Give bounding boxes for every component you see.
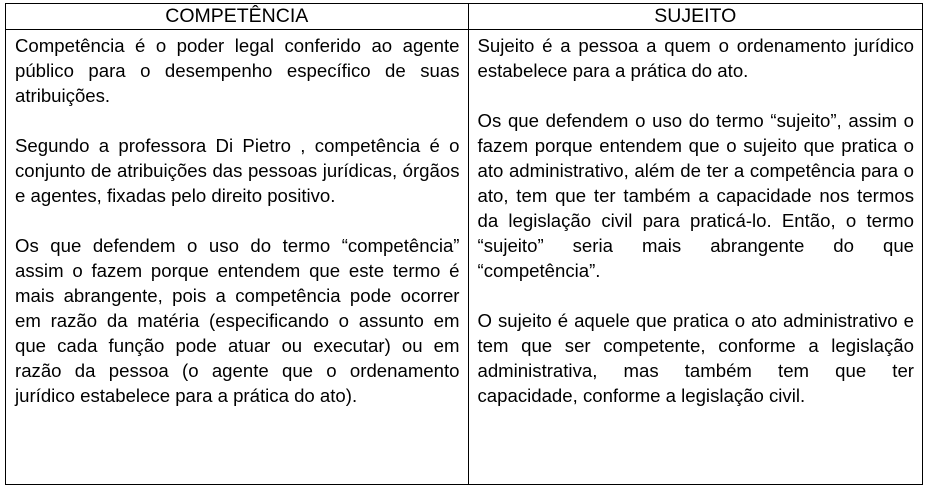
header-sujeito: SUJEITO <box>468 4 923 30</box>
sujeito-paragraph-1: Sujeito é a pessoa a quem o ordenamento jurídico estabelece para a prática do ato. <box>477 35 914 81</box>
sujeito-paragraph-3: O sujeito é aquele que pratica o ato administrativo e tem que ser competente, conforme a legislação administrativa, mas também tem que ter capacidade, conforme a legislação civil. <box>477 310 914 406</box>
content-row <box>6 30 923 485</box>
competencia-cell <box>6 30 469 485</box>
header-competencia: COMPETÊNCIA <box>6 4 469 30</box>
sujeito-paragraph-2: Os que defendem o uso do termo “sujeito”, assim o fazem porque entendem que o sujeito que pratica o ato administrativo, além de ter a competência para o ato, tem que ter também a capacidade nos termos da legislação civil para praticá-lo. Então, o termo “sujeito” seria mais abrangente do que “competência”. <box>477 110 914 281</box>
sujeito-cell <box>468 30 923 485</box>
competencia-paragraph-1: Competência é o poder legal conferido ao agente público para o desempenho específico de suas atribuições. <box>15 35 460 106</box>
comparison-table <box>5 3 923 485</box>
header-row <box>6 4 923 30</box>
competencia-paragraph-2: Segundo a professora Di Pietro , competência é o conjunto de atribuições das pessoas jurídicas, órgãos e agentes, fixadas pelo direito positivo. <box>15 135 460 206</box>
competencia-paragraph-3: Os que defendem o uso do termo “competência” assim o fazem porque entendem que este termo é mais abrangente, pois a competência pode ocorrer em razão da matéria (especificando o assunto em que cada função pode atuar ou executar) ou em razão da pessoa (o agente que o ordenamento jurídico estabelece para a prática do ato). <box>15 235 460 406</box>
